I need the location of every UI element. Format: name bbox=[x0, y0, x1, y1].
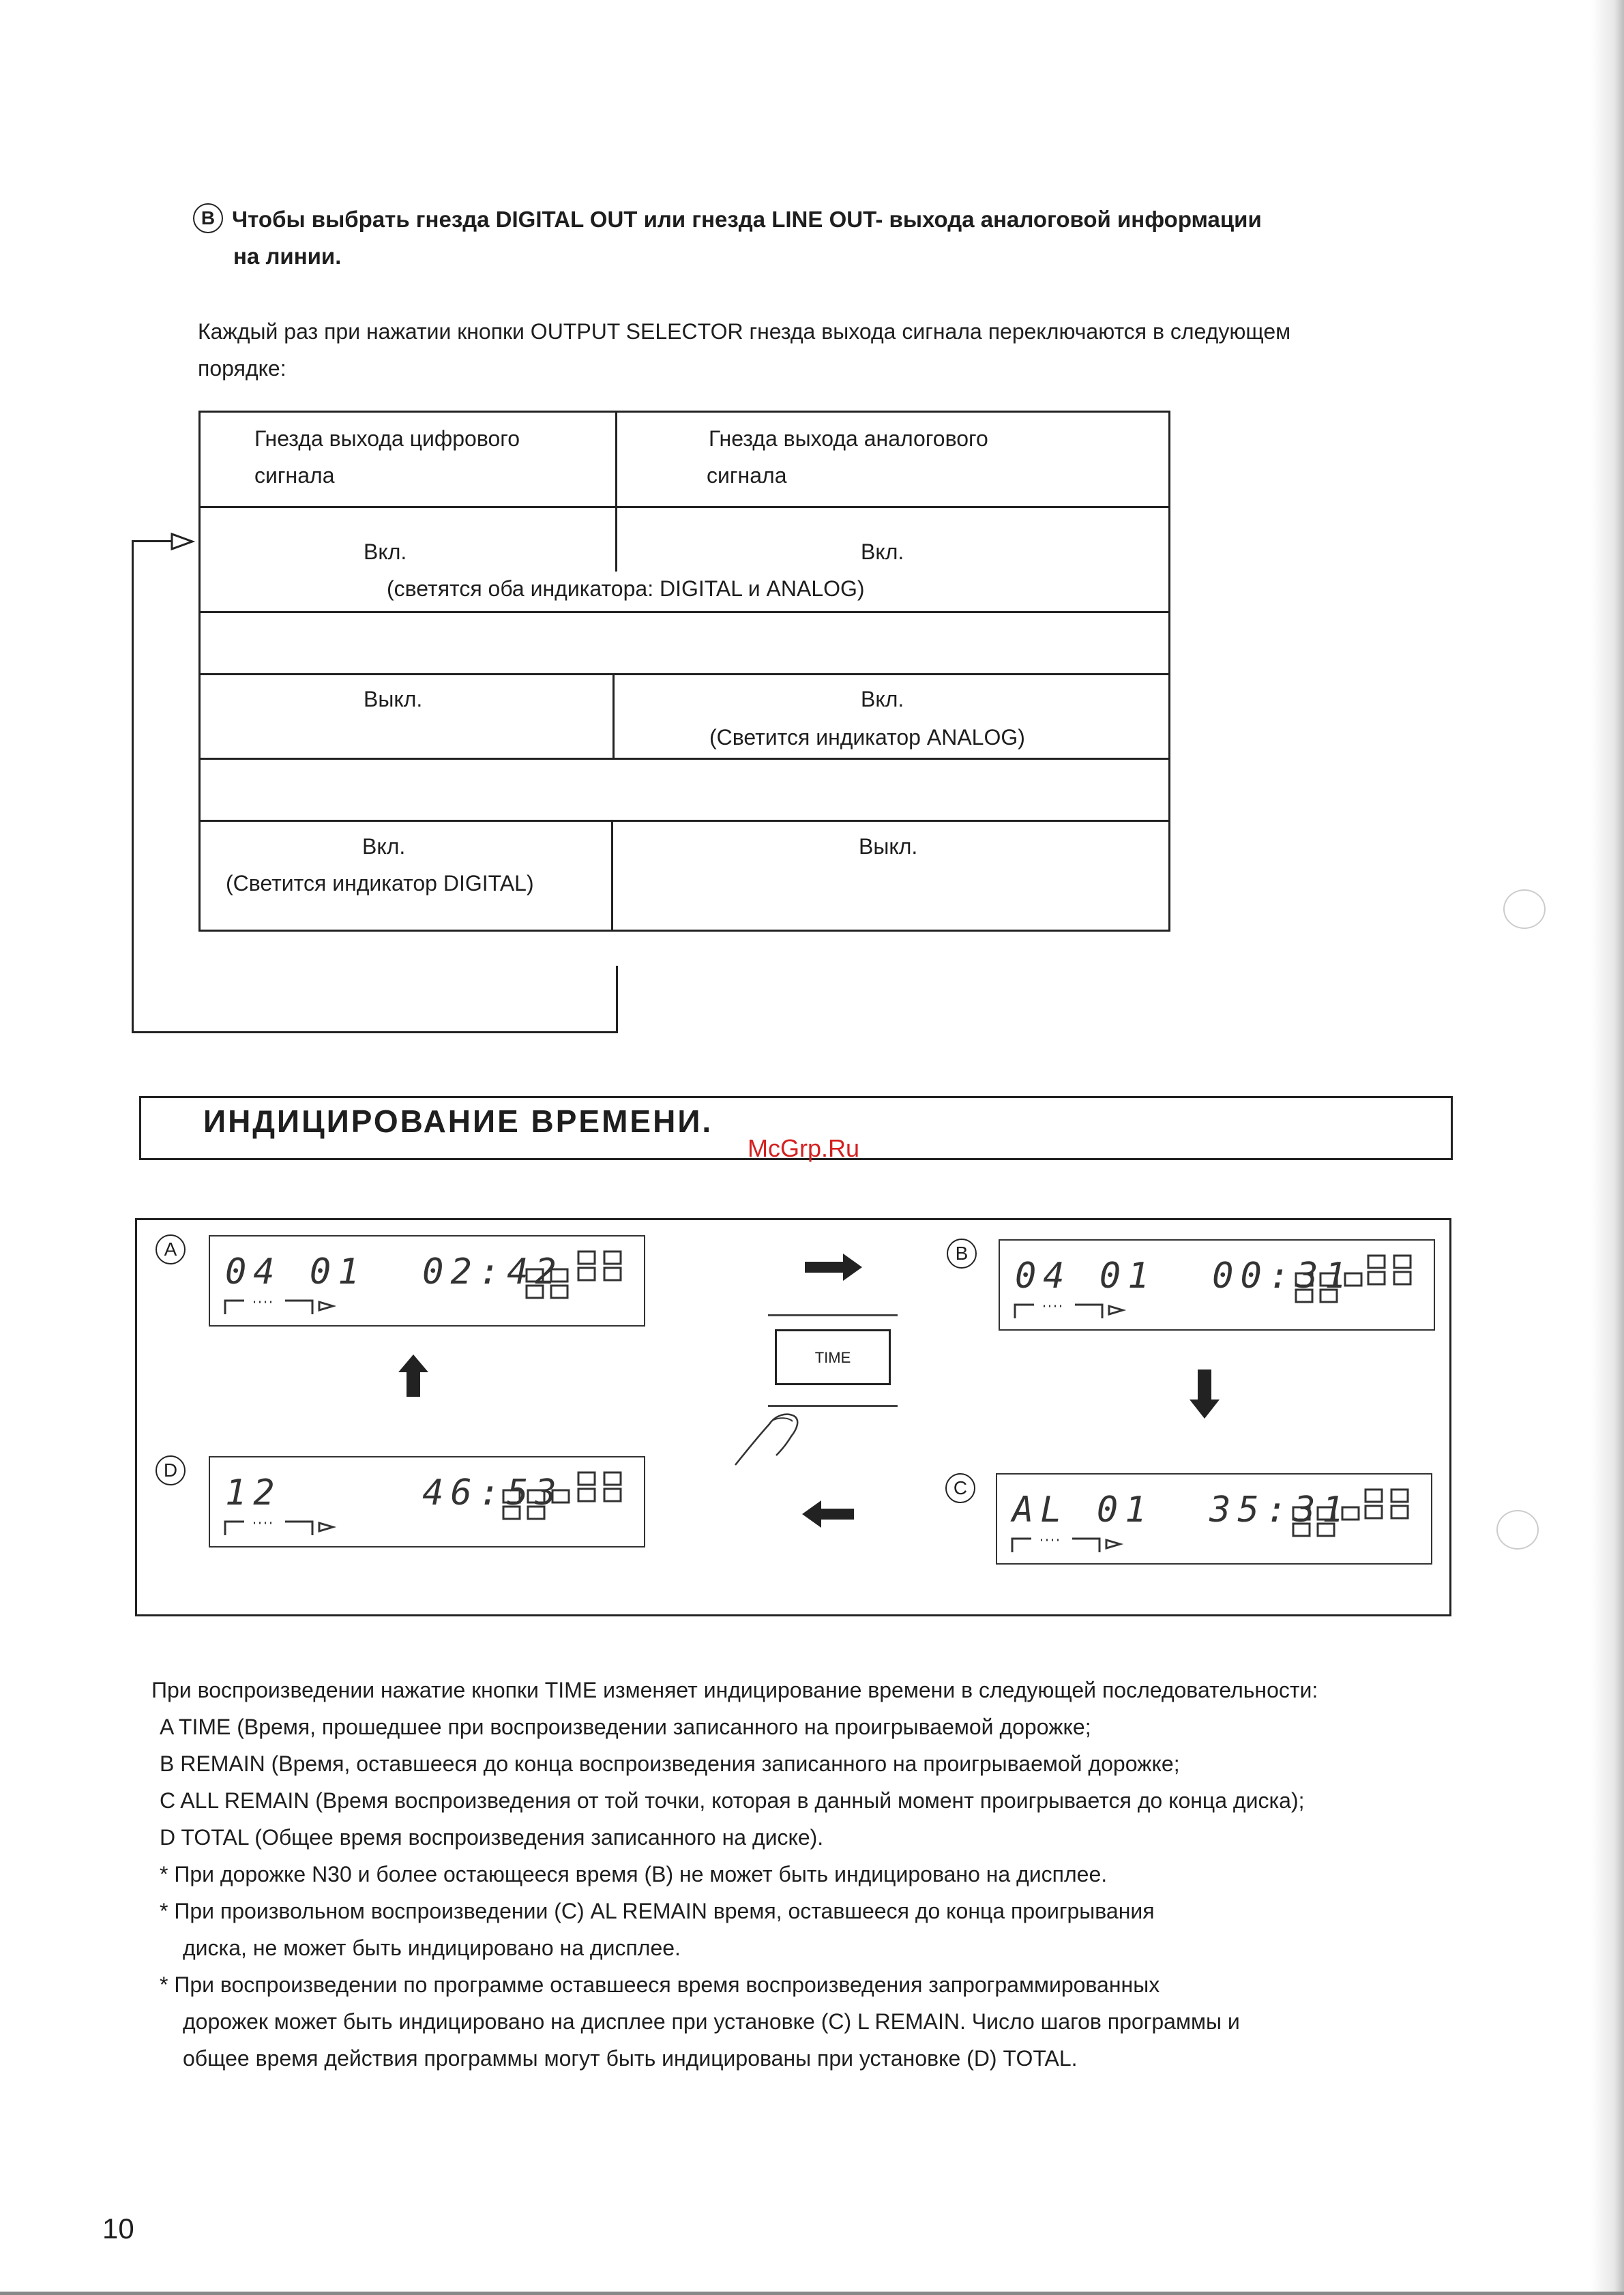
section-b-title: Чтобы выбрать гнезда DIGITAL OUT или гнезда LINE OUT- выхода аналоговой информации bbox=[232, 207, 1262, 232]
header-analog-cont: сигнала bbox=[707, 463, 787, 488]
display-a bbox=[209, 1235, 645, 1327]
display-b bbox=[999, 1239, 1435, 1331]
display-a-label: A bbox=[156, 1234, 186, 1264]
row1-note: (светятся оба индикатора: DIGITAL и ANALOG) bbox=[387, 576, 865, 601]
display-b-label: B bbox=[947, 1239, 977, 1269]
note-2-cont: диска, не может быть индицировано на дисплее. bbox=[183, 1936, 681, 1960]
display-a-digits: 04 01 02:42 bbox=[225, 1252, 563, 1292]
display-d bbox=[209, 1456, 645, 1548]
intro-text: Каждый раз при нажатии кнопки OUTPUT SELECTOR гнезда выхода сигнала переключаются в следующем bbox=[198, 319, 1291, 344]
note-3-cont: дорожек может быть индицировано на дисплее при установке (C) L REMAIN. Число шагов программы и bbox=[183, 2009, 1240, 2034]
scan-edge bbox=[1591, 0, 1624, 2295]
arrow-right-icon bbox=[805, 1254, 862, 1281]
row3-digital: Вкл. bbox=[362, 834, 406, 859]
note-1: * При дорожке N30 и более остающееся время (B) не может быть индицировано на дисплее. bbox=[160, 1862, 1108, 1886]
row3-note: (Светится индикатор DIGITAL) bbox=[226, 871, 534, 895]
note-2: * При произвольном воспроизведении (C) AL REMAIN время, оставшееся до конца проигрывания bbox=[160, 1899, 1155, 1923]
arrow-left-icon bbox=[802, 1500, 854, 1528]
arrow-up-icon bbox=[398, 1354, 428, 1397]
mode-b-description: B REMAIN (Время, оставшееся до конца воспроизведения записанного на проигрываемой дорожке; bbox=[160, 1751, 1180, 1776]
header-digital: Гнезда выхода цифрового bbox=[254, 426, 520, 451]
output-selector-table bbox=[198, 411, 1170, 932]
display-d-digits: 12 46:53 bbox=[225, 1472, 563, 1513]
mode-c-description: C ALL REMAIN (Время воспроизведения от той точки, которая в данный момент проигрывается до конца диска); bbox=[160, 1788, 1305, 1813]
display-b-digits: 04 01 00:31 bbox=[1015, 1256, 1353, 1297]
row1-analog: Вкл. bbox=[861, 539, 904, 564]
section-b-marker: B bbox=[193, 203, 223, 233]
row1-digital: Вкл. bbox=[364, 539, 407, 564]
header-analog: Гнезда выхода аналогового bbox=[709, 426, 988, 451]
time-section-title: ИНДИЦИРОВАНИЕ ВРЕМЕНИ. bbox=[203, 1104, 713, 1139]
arrow-down-icon bbox=[1190, 1369, 1220, 1419]
mode-d-description: D TOTAL (Общее время воспроизведения записанного на диске). bbox=[160, 1825, 824, 1850]
row2-note: (Светится индикатор ANALOG) bbox=[709, 725, 1025, 750]
display-c-digits: AL 01 35:31 bbox=[1012, 1490, 1350, 1530]
row3-analog: Выкл. bbox=[859, 834, 918, 859]
binder-hole bbox=[1496, 1510, 1539, 1550]
binder-hole bbox=[1503, 889, 1546, 929]
watermark: McGrp.Ru bbox=[748, 1134, 860, 1162]
display-c-label: C bbox=[945, 1473, 975, 1503]
page-number: 10 bbox=[102, 2212, 134, 2245]
time-button-illustration bbox=[768, 1314, 898, 1407]
section-b-title-cont: на линии. bbox=[233, 243, 342, 269]
display-c bbox=[996, 1473, 1432, 1565]
finger-press-icon bbox=[734, 1409, 805, 1466]
header-digital-cont: сигнала bbox=[254, 463, 335, 488]
mode-a-description: A TIME (Время, прошедшее при воспроизведении записанного на проигрываемой дорожке; bbox=[160, 1715, 1091, 1739]
intro-text-cont: порядке: bbox=[198, 356, 286, 381]
row2-analog: Вкл. bbox=[861, 687, 904, 711]
display-d-label: D bbox=[156, 1455, 186, 1485]
note-3-cont-2: общее время действия программы могут быть индицированы при установке (D) TOTAL. bbox=[183, 2046, 1078, 2071]
row2-digital: Выкл. bbox=[364, 687, 423, 711]
note-3: * При воспроизведении по программе оставшееся время воспроизведения запрограммированных bbox=[160, 1972, 1160, 1997]
time-explanation: При воспроизведении нажатие кнопки TIME изменяет индицирование времени в следующей последовательности: bbox=[151, 1678, 1318, 1702]
scan-bottom-edge bbox=[0, 2292, 1624, 2295]
time-button: TIME bbox=[775, 1329, 891, 1385]
